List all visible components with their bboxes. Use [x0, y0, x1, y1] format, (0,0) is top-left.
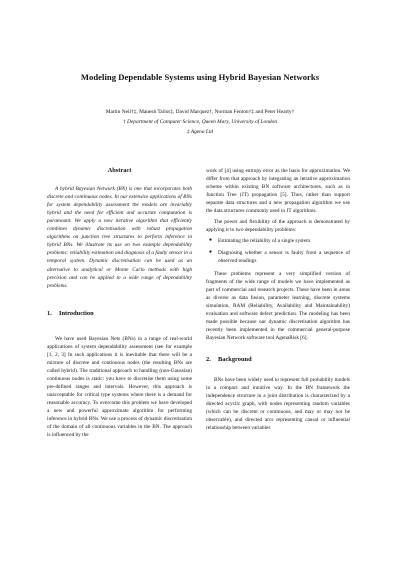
- affiliation-2: ‡ Agena Ltd: [186, 129, 214, 135]
- intro-paragraph-1: We have used Bayesian Nets (BNs) in a range of real-world applications of system dependability assessment (see for example [1, 2, 3] In such applications it is inevitable that there will be a mixture of discrete and continuous nodes (the resulting BNs are called hybrid). The traditional approach to handling (non-Gaussian) continuous nodes is static: you have to discretise them using some pre-defined ranges and intervals. However, this approach is unacceptable for critical type systems where there is a demand for reasonable accuracy. To overcome this problem we have developed a new and powerful approximate algorithm for performing inference in hybrid BNs. We use a process of dynamic discretisation of the domain of all continuous variables in the BN. The approach is influenced by the: [47, 335, 192, 439]
- section-number: 2.: [206, 355, 211, 363]
- bullet-dot-icon: ●: [209, 250, 213, 256]
- section-heading-background: [206, 356, 350, 364]
- bullet-dot-icon: ●: [209, 238, 213, 244]
- paper-title: Modeling Dependable Systems using Hybrid Bayesian Networks: [80, 72, 320, 82]
- right-column: [206, 167, 350, 435]
- intro-paragraph-2: The power and flexibility of the approach is demonstrated by applying it to two dependability problems:: [206, 219, 350, 234]
- intro-paragraph-3: These problems represent a very simplified version of fragments of the wide range of models we have implemented as part of commercial and research projects. These have been in areas as diverse as data fusion, parameter learning, discrete systems simulation, RAM (Reliability, Availability and Maintainability) evaluation and software defect prediction. The modeling has been made possible because our dynamic discretisation algorithm has recently been implemented in the commercial general-purpose Bayesian Network software tool AgenaRisk [6].: [206, 270, 350, 341]
- background-paragraph-1: BNs have been widely used to represent full probability models in a compact and intuitive way. In the BN framework the independence structure in a joint distribution is characterized by a directed acyclic graph, with nodes representing random variables (which can be discrete or continuous, and may or may not be observable), and directed arcs representing causal or influential relationship between variables: [206, 376, 350, 432]
- list-item-text: Diagnosing whether a sensor is faulty from a sequence of observed readings: [218, 250, 350, 265]
- author-list: Martin Neil†‡, Manesh Tailor‡, David Marquez†, Norman Fenton†‡ and Peter Hearty†: [105, 109, 295, 115]
- left-column: [47, 167, 192, 442]
- abstract-heading: Abstract: [107, 167, 132, 174]
- list-item: [209, 249, 350, 265]
- section-title: Background: [218, 355, 252, 363]
- abstract-text: A hybrid Bayesian Network (BN) is one that incorporates both discrete and continuous nodes. In our extensive applications of BNs for system dependability assessment the models are invariably hybrid and the need for efficient and accurate computation is paramount. We apply a new iterative algorithm that efficiently combines dynamic discretisation with robust propagation algorithms on junction tree structures to perform inference in hybrid BNs. We illustrate its use on two example dependability problems: reliability estimation and diagnosis of a faulty sensor in a temporal system. Dynamic discretisation can be used as an alternative to analytical or Monte Carlo methods with high precision and can be applied to a wide range of dependability problems.: [47, 186, 192, 289]
- section-title: Introduction: [59, 309, 94, 317]
- intro-paragraph-1-continued: work of [4] using entropy error as the basis for approximation. We differ from that approach by integrating an iterative approximation scheme within existing BN software architectures, such as in Junction Tree (JT) propagation [5]. Thus, rather than support separate data structures and a new propagation algorithm we use the data structures commonly used in JT algorithms.: [206, 168, 350, 215]
- section-number: 1.: [47, 309, 52, 317]
- section-heading-introduction: [47, 310, 192, 318]
- affiliation-1: † Department of Computer Science, Queen Mary, University of London: [122, 119, 278, 125]
- problem-list: [206, 237, 350, 265]
- list-item-text: Estimating the reliability of a single system: [218, 238, 311, 245]
- list-item: [209, 237, 350, 245]
